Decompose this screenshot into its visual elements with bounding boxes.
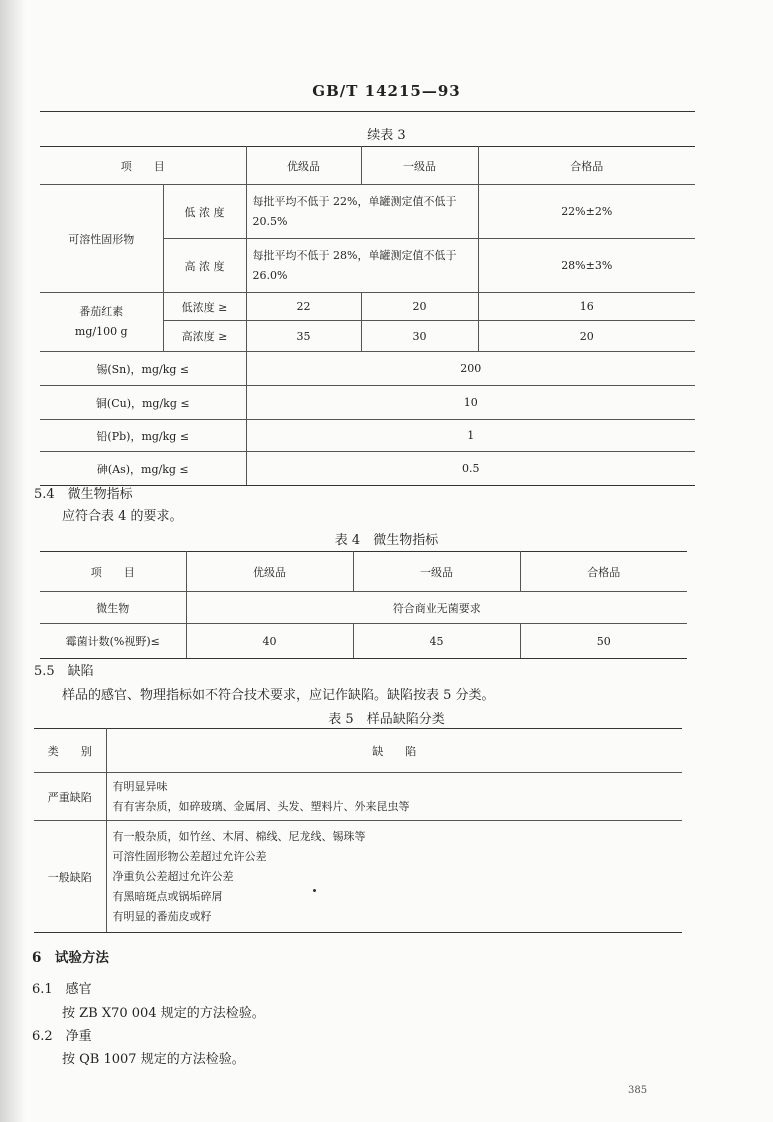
serious-defect-label: 严重缺陷	[34, 773, 106, 821]
soluble-high-grade1: 每批平均不低于 28%，单罐测定值不低于 26.0%	[246, 239, 478, 293]
metal-lead-value: 1	[246, 420, 695, 452]
metal-arsenic-value: 0.5	[246, 452, 695, 486]
section-5-5-text: 样品的感官、物理指标如不符合技术要求，应记作缺陷。缺陷按表 5 分类。	[62, 688, 495, 703]
list-item: 有明显的番茄皮或籽	[112, 909, 212, 923]
mold-count-grade1: 40	[186, 624, 353, 659]
list-item: 有一般杂质，如竹丝、木屑、棉线、尼龙线、锡珠等	[112, 829, 366, 843]
section-6-2-heading: 6.2 净重	[32, 1029, 92, 1044]
soluble-low-grade1: 每批平均不低于 22%，单罐测定值不低于 20.5%	[246, 185, 478, 239]
lycopene-low-label: 低浓度 ≥	[163, 293, 246, 321]
table4-head-grade2: 一级品	[353, 552, 520, 592]
mold-count-label: 霉菌计数(%视野)≤	[40, 624, 186, 659]
mold-count-grade3: 50	[520, 624, 687, 659]
table4-head-grade1: 优级品	[186, 552, 353, 592]
general-defect-label: 一般缺陷	[34, 821, 106, 933]
microbe-label: 微生物	[40, 592, 186, 624]
section-6-2-text: 按 QB 1007 规定的方法检验。	[62, 1052, 245, 1067]
standard-id: GB/T 14215—93	[312, 82, 461, 100]
table3	[40, 146, 695, 486]
list-item: 有明显异味	[112, 779, 168, 793]
section-6-1-text: 按 ZB X70 004 规定的方法检验。	[62, 1006, 265, 1021]
metal-copper-value: 10	[246, 386, 695, 420]
section-5-4-text: 应符合表 4 的要求。	[62, 509, 183, 524]
lycopene-label: 番茄红素 mg/100 g	[40, 293, 163, 352]
section-5-4-heading: 5.4 微生物指标	[34, 487, 133, 502]
page-number: 385	[628, 1085, 648, 1096]
lycopene-high-grade3: 20	[478, 321, 695, 352]
table4	[40, 551, 687, 659]
table4-head-grade3: 合格品	[520, 552, 687, 592]
lycopene-low-grade2: 20	[361, 293, 478, 321]
table5	[34, 728, 682, 933]
serious-defect-items	[106, 773, 682, 821]
lycopene-high-grade2: 30	[361, 321, 478, 352]
table5-head-defect: 缺 陷	[106, 729, 682, 773]
lycopene-low-grade1: 22	[246, 293, 361, 321]
soluble-solids-label: 可溶性固形物	[40, 185, 163, 293]
soluble-high-grade3: 28%±3%	[478, 239, 695, 293]
scan-edge-shadow	[0, 0, 26, 1122]
table5-head-category: 类 别	[34, 729, 106, 773]
lycopene-high-label: 高浓度 ≥	[163, 321, 246, 352]
list-item: 净重负公差超过允许公差	[112, 869, 234, 883]
metal-arsenic-label: 砷(As)，mg/kg ≤	[40, 452, 246, 486]
table4-head-item: 项 目	[40, 552, 186, 592]
lycopene-high-grade1: 35	[246, 321, 361, 352]
soluble-low-label: 低 浓 度	[163, 185, 246, 239]
table3-head-item: 项 目	[40, 147, 246, 185]
section-6-1-heading: 6.1 感官	[32, 982, 92, 997]
list-item: 有黑暗斑点或锅垢碎屑	[112, 889, 223, 903]
general-defect-items	[106, 821, 682, 933]
table3-caption: 续表 3	[367, 128, 406, 143]
header-rule	[40, 111, 695, 112]
metal-tin-label: 锡(Sn)，mg/kg ≤	[40, 352, 246, 386]
table5-caption: 表 5 样品缺陷分类	[328, 712, 445, 727]
metal-tin-value: 200	[246, 352, 695, 386]
section-6-heading: 6 试验方法	[32, 950, 109, 966]
soluble-high-label: 高 浓 度	[163, 239, 246, 293]
mold-count-grade2: 45	[353, 624, 520, 659]
table3-head-grade1: 优级品	[246, 147, 361, 185]
list-item: 有有害杂质，如碎玻璃、金属屑、头发、塑料片、外来昆虫等	[112, 799, 410, 813]
table4-caption: 表 4 微生物指标	[334, 533, 439, 548]
table3-head-grade3: 合格品	[478, 147, 695, 185]
microbe-value: 符合商业无菌要求	[186, 592, 687, 624]
list-item: 可溶性固形物公差超过允许公差	[112, 849, 267, 863]
section-5-5-heading: 5.5 缺陷	[34, 664, 94, 679]
table3-head-grade2: 一级品	[361, 147, 478, 185]
soluble-low-grade3: 22%±2%	[478, 185, 695, 239]
metal-copper-label: 铜(Cu)，mg/kg ≤	[40, 386, 246, 420]
scan-speck	[313, 889, 316, 892]
metal-lead-label: 铅(Pb)，mg/kg ≤	[40, 420, 246, 452]
lycopene-low-grade3: 16	[478, 293, 695, 321]
